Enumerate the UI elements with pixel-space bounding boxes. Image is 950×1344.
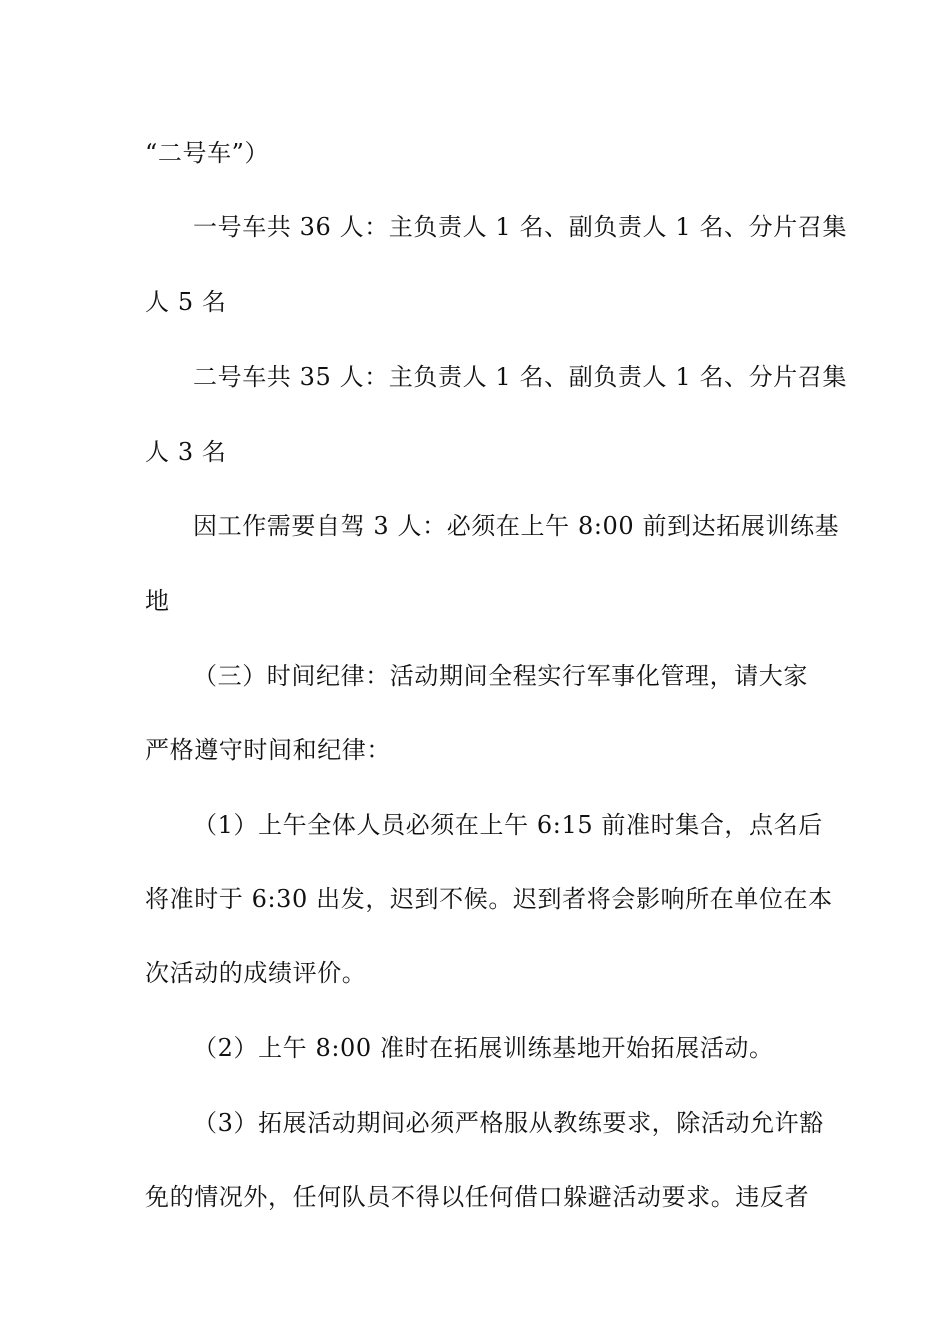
text-line: （三）时间纪律：活动期间全程实行军事化管理，请大家 (193, 662, 808, 690)
text-line: 免的情况外，任何队员不得以任何借口躲避活动要求。违反者 (145, 1183, 810, 1211)
text-line: 地 (145, 587, 170, 615)
text-line: 人 5 名 (145, 288, 227, 316)
text-line: （1）上午全体人员必须在上午 6:15 前准时集合，点名后 (193, 811, 823, 839)
text-line: 一号车共 36 人：主负责人 1 名、副负责人 1 名、分片召集 (193, 213, 848, 241)
text-line: 将准时于 6:30 出发，迟到不候。迟到者将会影响所在单位在本 (145, 885, 833, 913)
text-line: （2）上午 8:00 准时在拓展训练基地开始拓展活动。 (193, 1034, 774, 1062)
text-line: 次活动的成绩评价。 (145, 959, 367, 987)
text-line: 严格遵守时间和纪律： (145, 736, 391, 764)
text-line: 因工作需要自驾 3 人：必须在上午 8:00 前到达拓展训练基 (193, 512, 840, 540)
text-line: （3）拓展活动期间必须严格服从教练要求，除活动允许豁 (193, 1109, 824, 1137)
text-line: 二号车共 35 人：主负责人 1 名、副负责人 1 名、分片召集 (193, 363, 848, 391)
text-line: “二号车”） (145, 139, 270, 167)
text-line: 人 3 名 (145, 438, 227, 466)
